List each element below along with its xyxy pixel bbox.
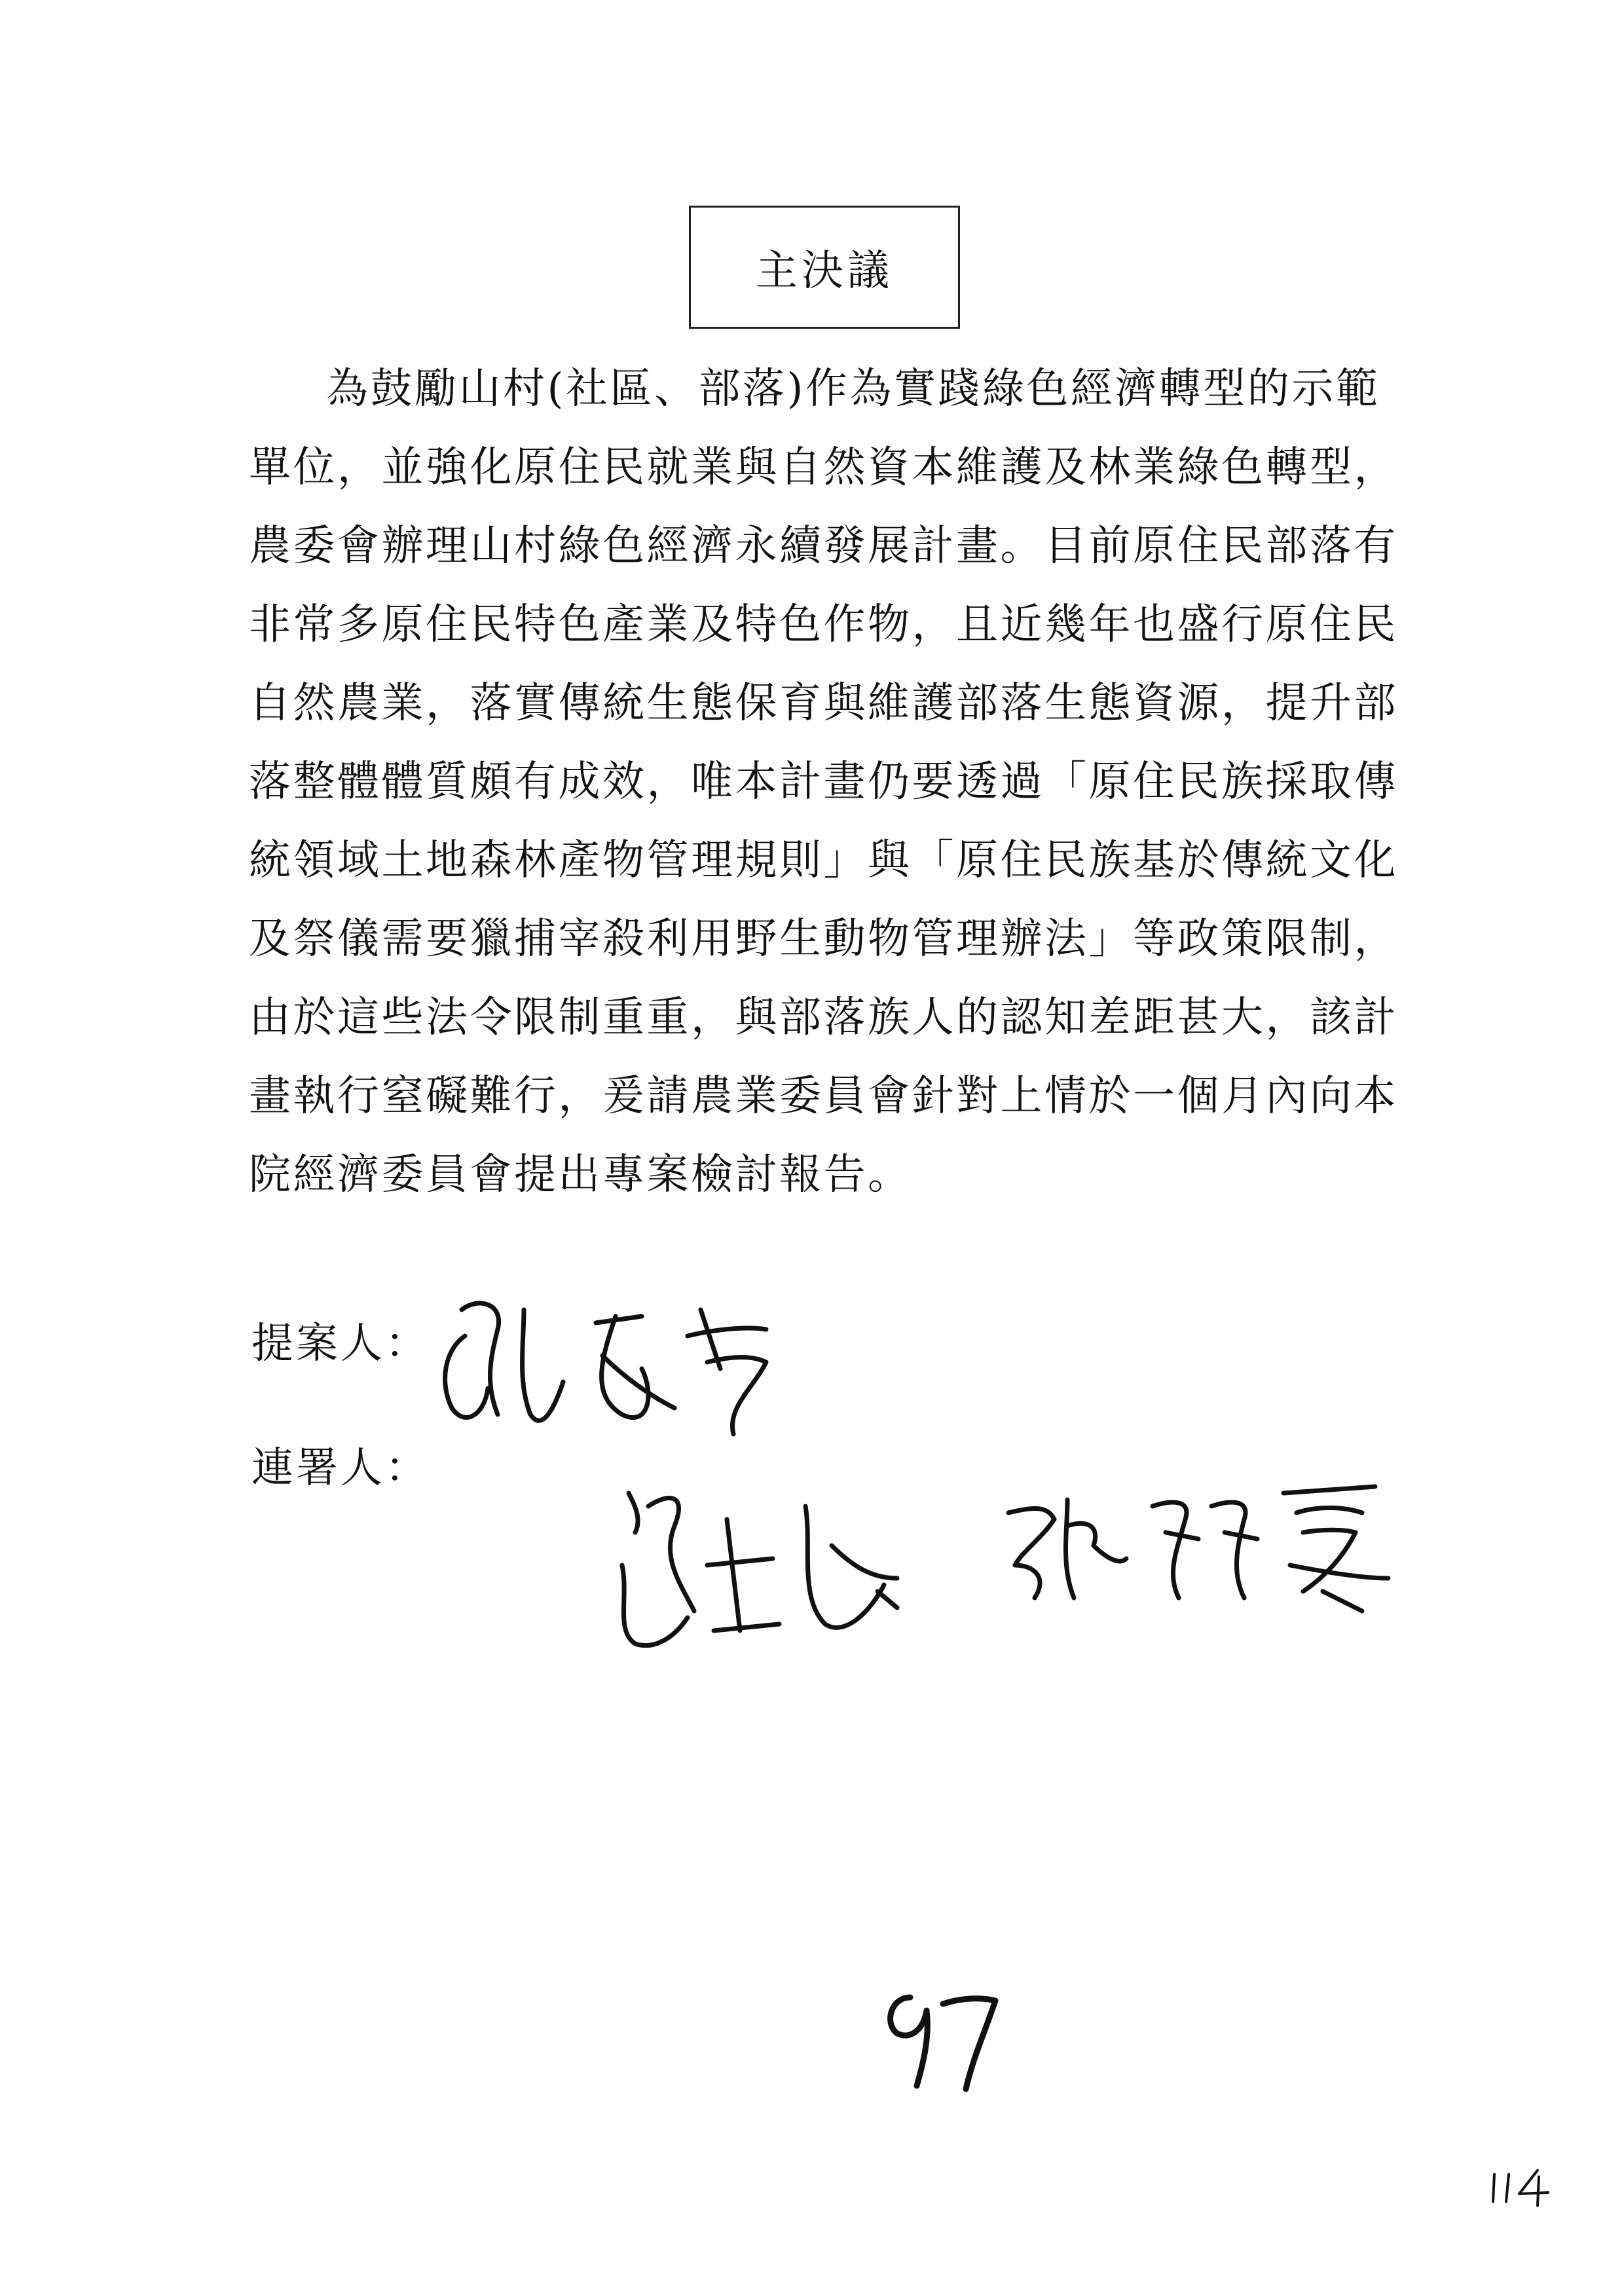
handwritten-page-number	[864, 1978, 1008, 2096]
body-line-2: 單位，並強化原住民就業與自然資本維護及林業綠色轉型，	[249, 443, 1398, 492]
body-line-9: 由於這些法令限制重重，與部落族人的認知差距甚大，該計	[249, 993, 1398, 1042]
cosigner-label: 連署人：	[251, 1444, 430, 1492]
body-line-3: 農委會辦理山村綠色經濟永續發展計畫。目前原住民部落有	[249, 522, 1398, 570]
document-title: 主決議	[756, 247, 893, 295]
cosigner-signature-2	[995, 1467, 1401, 1624]
body-line-1: 為鼓勵山村(社區、部落)作為實踐綠色經濟轉型的示範	[326, 365, 1380, 413]
proposer-signature	[426, 1284, 819, 1447]
body-line-11: 院經濟委員會提出專案檢討報告。	[249, 1151, 912, 1199]
cosigner-signature-1	[589, 1467, 956, 1663]
proposer-label: 提案人：	[251, 1320, 430, 1368]
title-box	[689, 206, 960, 329]
body-line-6: 落整體體質頗有成效，唯本計畫仍要透過「原住民族採取傳	[249, 758, 1398, 806]
body-line-10: 畫執行窒礙難行，爰請農業委員會針對上情於一個月內向本	[249, 1072, 1398, 1120]
body-line-4: 非常多原住民特色產業及特色作物，且近幾年也盛行原住民	[249, 601, 1398, 649]
body-line-7: 統領域土地森林產物管理規則」與「原住民族基於傳統文化	[249, 836, 1398, 885]
handwritten-corner-number	[1486, 2161, 1559, 2213]
body-line-8: 及祭儀需要獵捕宰殺利用野生動物管理辦法」等政策限制，	[249, 915, 1398, 963]
body-line-5: 自然農業，落實傳統生態保育與維護部落生態資源，提升部	[249, 679, 1398, 728]
